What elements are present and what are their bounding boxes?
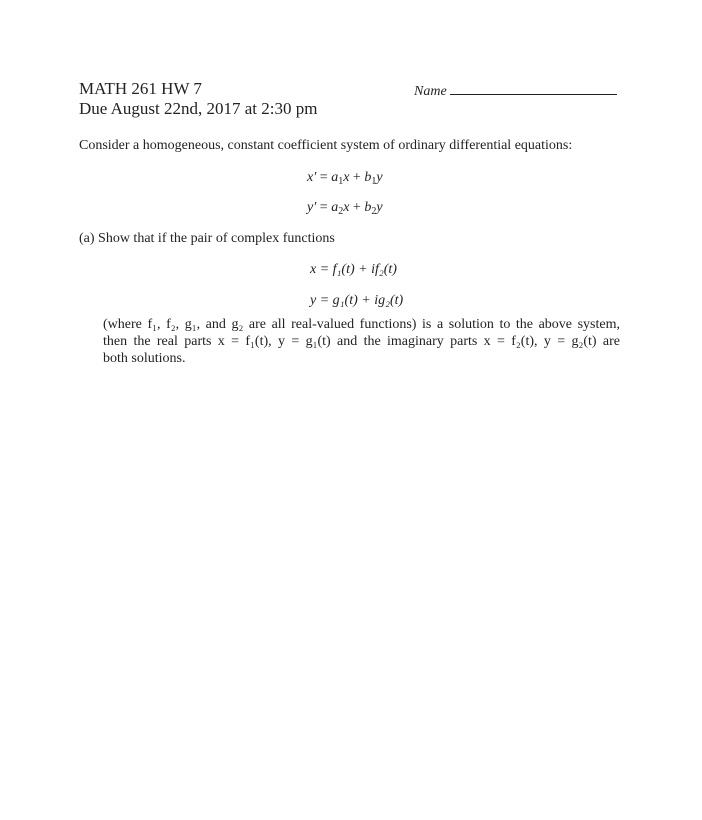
eq2-var-b: y [376,200,383,215]
title-block [79,79,317,119]
eq1-sub-b: 1 [371,176,377,187]
equation-y-prime: $y' = a_2x + b_2y$ [307,200,383,217]
eq1-var-a: x [343,170,350,185]
name-field [414,82,617,100]
equation-x-prime: $x' = a_1x + b_1y$ [307,170,383,187]
paragraph-line-3: both solutions. [103,351,186,366]
eq2-var-a: x [343,200,350,215]
due-date: Due August 22nd, 2017 at 2:30 pm [79,99,318,118]
name-label: Name [414,84,447,99]
paragraph-line-1: (where f₁, f₂, g₁, and g₂ are all real-valued functions) is a solution to the above system, [103,317,620,332]
name-blank-line [450,82,617,95]
eq2-plus: + [352,200,361,215]
eq2-coef-b: b [364,200,372,215]
paragraph-line-2: then the real parts x = f₁(t), y = g₁(t) and the imaginary parts x = f₂(t), y = g₂(t) are [103,334,620,349]
eq2-sub-b: 2 [371,206,377,217]
equation-complex-x: x = f₁(t) + if₂(t) [310,262,397,277]
equation-complex-y: y = g₁(t) + ig₂(t) [310,293,404,308]
eq1-var-b: y [376,170,383,185]
eq1-plus: + [352,170,361,185]
eq2-lhs: y′ [307,200,317,215]
eq1-coef-b: b [364,170,372,185]
eq2-sub-a: 2 [338,206,344,217]
part-a-paragraph [103,316,620,367]
part-a-label: (a) Show that if the pair of complex functions [79,231,335,246]
eq1-sub-a: 1 [338,176,344,187]
course-title: MATH 261 HW 7 [79,79,202,98]
eq1-lhs: x′ [307,170,317,185]
eq1-coef-a: a [331,170,339,185]
eq2-coef-a: a [331,200,339,215]
intro-text: Consider a homogeneous, constant coefficient system of ordinary differential equations: [79,138,573,153]
